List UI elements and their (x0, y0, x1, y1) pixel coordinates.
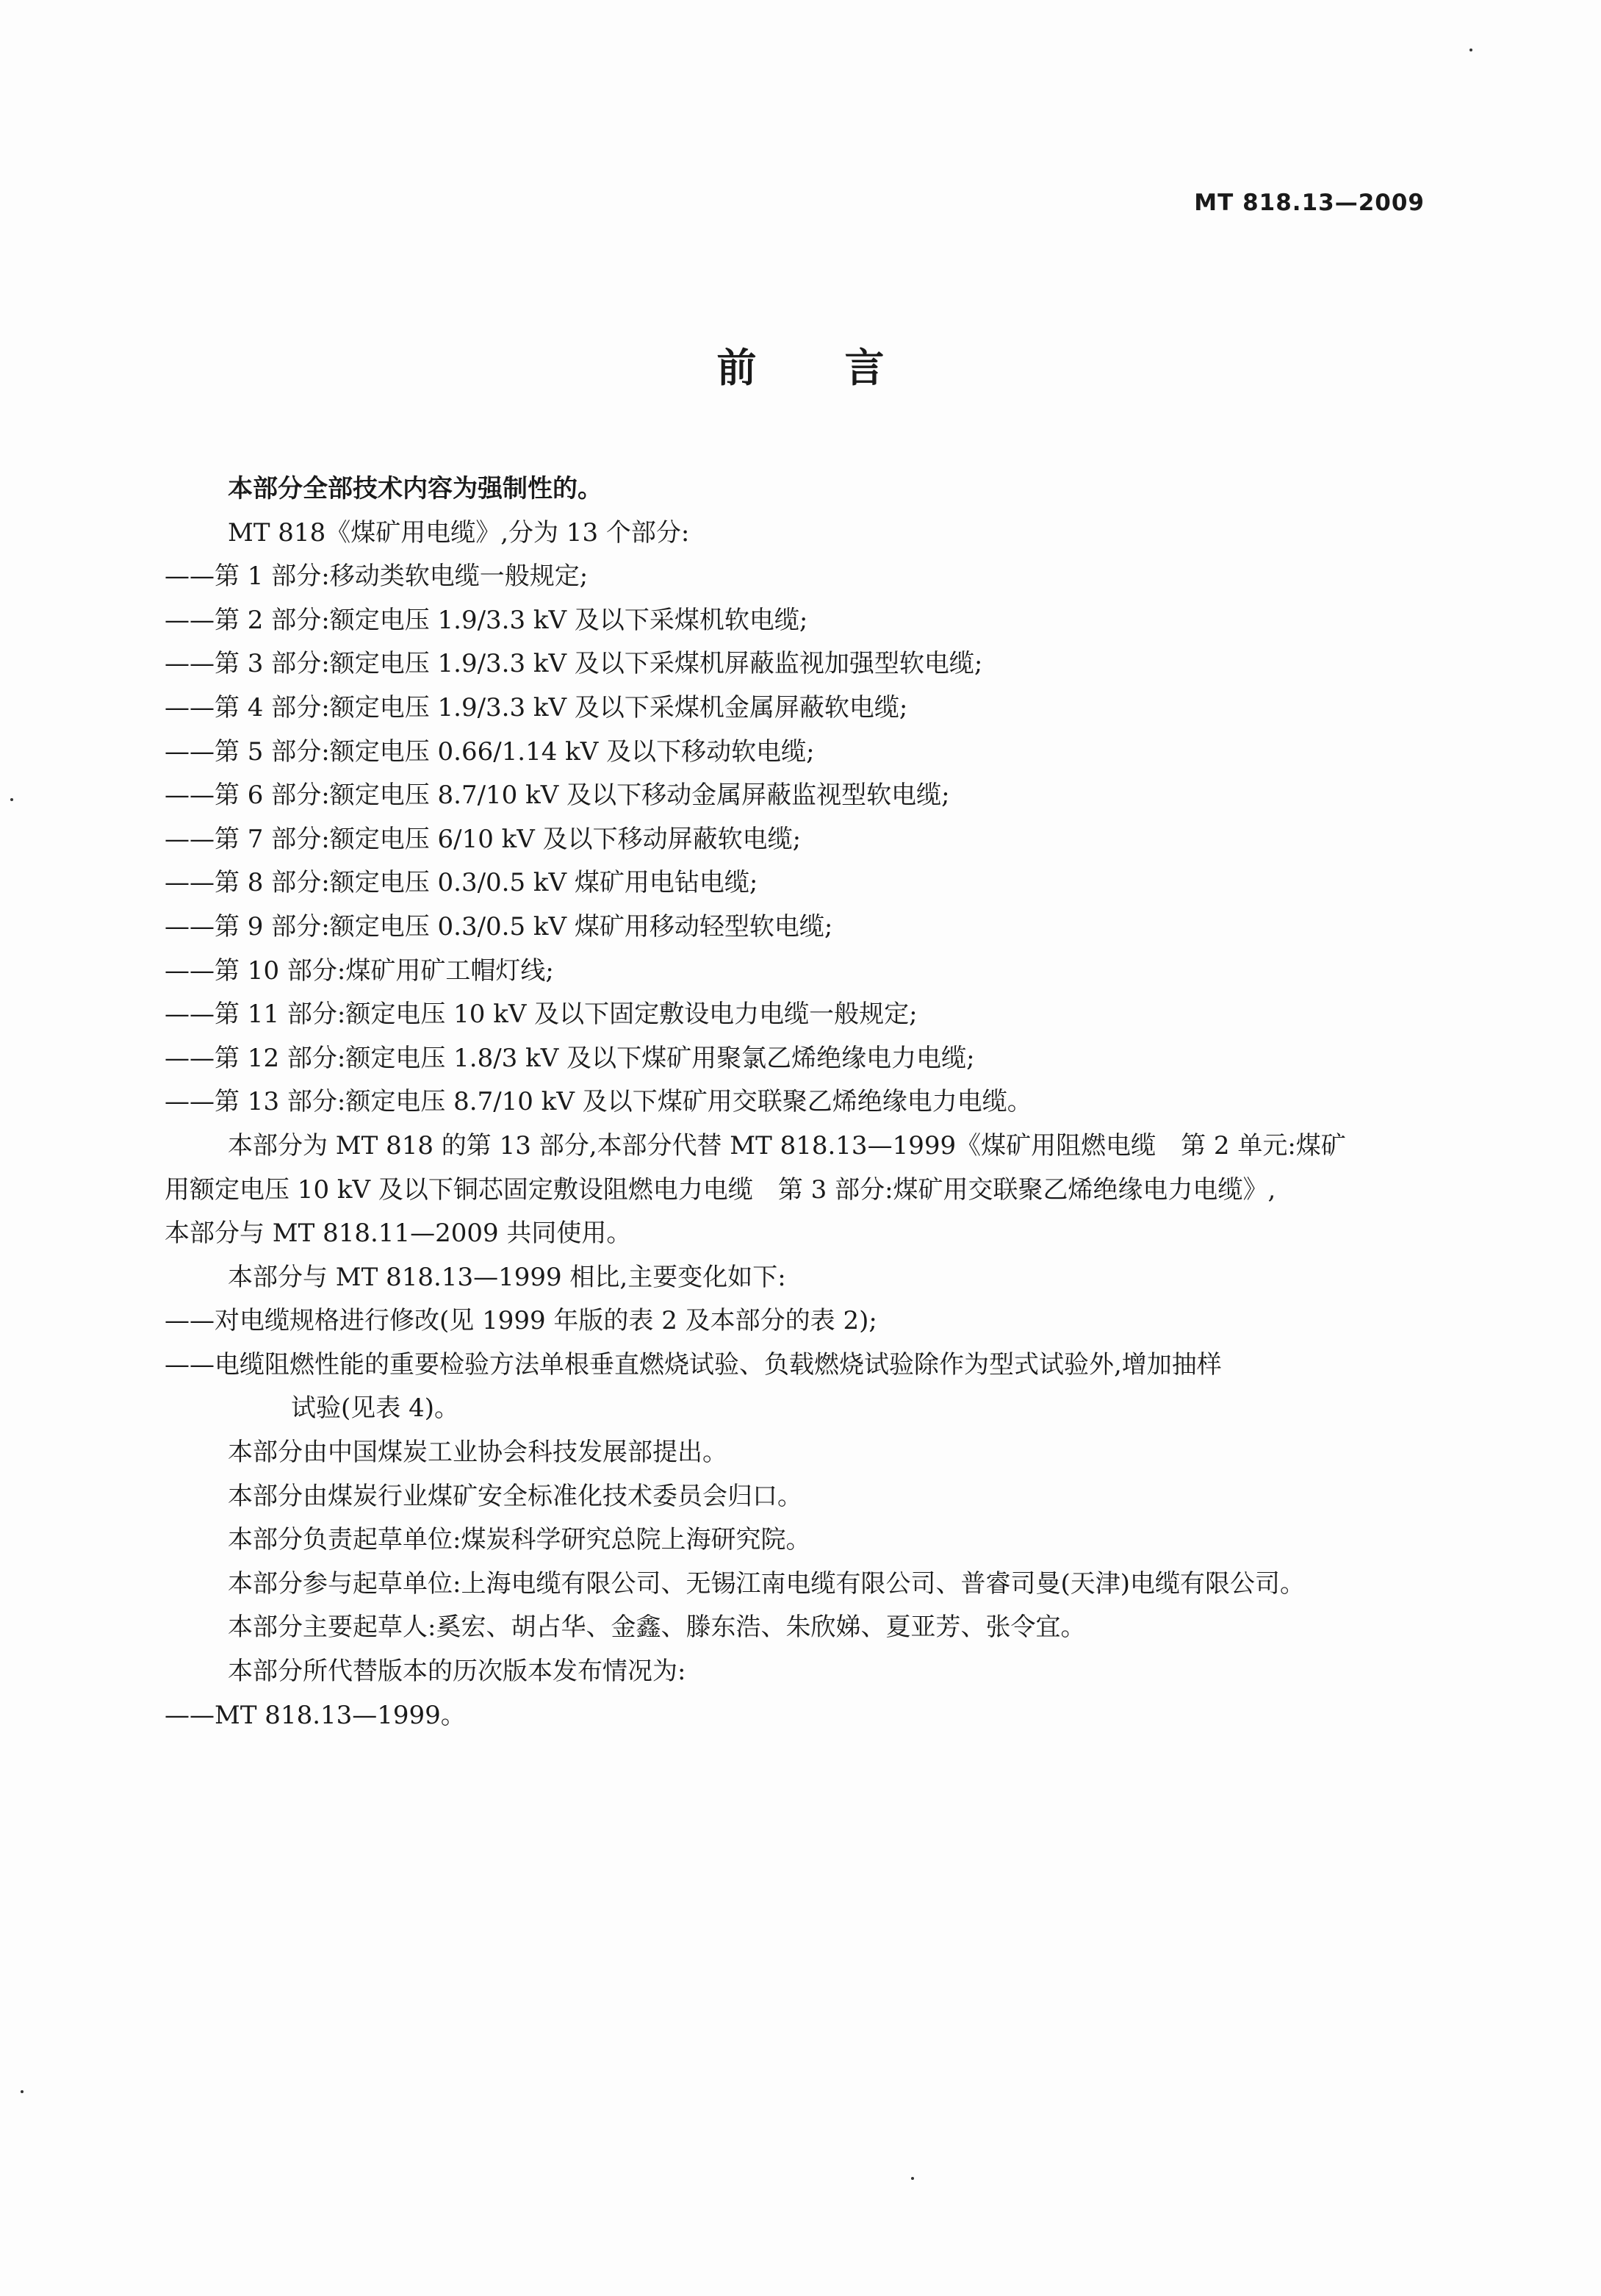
foreword-body (165, 467, 1447, 1737)
list-item-part-9: ——第 9 部分:额定电压 0.3/0.5 kV 煤矿用移动轻型软电缆; (165, 911, 833, 941)
list-item-part-3: ——第 3 部分:额定电压 1.9/3.3 kV 及以下采煤机屏蔽监视加强型软电缆; (165, 649, 983, 679)
scan-speck (10, 798, 13, 801)
paragraph-mandatory-statement: 本部分全部技术内容为强制性的。 (228, 474, 602, 503)
list-item-previous-edition: ——MT 818.13—1999。 (165, 1700, 466, 1730)
scan-speck (911, 2177, 914, 2180)
list-item-part-10: ——第 10 部分:煤矿用矿工帽灯线; (165, 955, 554, 986)
paragraph-replacement-line-1: 本部分为 MT 818 的第 13 部分,本部分代替 MT 818.13—1999《煤矿用阻燃电缆 第 2 单元:煤矿 (228, 1130, 1346, 1160)
paragraph-parts-intro: MT 818《煤矿用电缆》,分为 13 个部分: (228, 517, 690, 548)
paragraph-previous-editions: 本部分所代替版本的历次版本发布情况为: (228, 1657, 686, 1687)
paragraph-responsible-drafter: 本部分负责起草单位:煤炭科学研究总院上海研究院。 (228, 1525, 811, 1555)
list-item-part-4: ——第 4 部分:额定电压 1.9/3.3 kV 及以下采煤机金属屏蔽软电缆; (165, 692, 908, 722)
paragraph-replacement-line-2: 用额定电压 10 kV 及以下铜芯固定敷设阻燃电力电缆 第 3 部分:煤矿用交联聚乙烯绝缘电力电缆》, (165, 1174, 1276, 1205)
list-item-part-13: ——第 13 部分:额定电压 8.7/10 kV 及以下煤矿用交联聚乙烯绝缘电力电缆。 (165, 1087, 1032, 1117)
paragraph-changes-intro: 本部分与 MT 818.13—1999 相比,主要变化如下: (228, 1262, 786, 1292)
paragraph-replacement-line-3: 本部分与 MT 818.11—2009 共同使用。 (165, 1219, 632, 1249)
paragraph-administrator: 本部分由煤炭行业煤矿安全标准化技术委员会归口。 (228, 1481, 802, 1511)
scan-speck (21, 2090, 24, 2093)
list-item-part-6: ——第 6 部分:额定电压 8.7/10 kV 及以下移动金属屏蔽监视型软电缆; (165, 781, 950, 811)
list-item-part-5: ——第 5 部分:额定电压 0.66/1.14 kV 及以下移动软电缆; (165, 736, 815, 767)
list-item-change-2-cont: 试验(见表 4)。 (291, 1393, 459, 1424)
list-item-part-2: ——第 2 部分:额定电压 1.9/3.3 kV 及以下采煤机软电缆; (165, 605, 808, 635)
paragraph-main-drafters: 本部分主要起草人:奚宏、胡占华、金鑫、滕东浩、朱欣娣、夏亚芳、张令宜。 (228, 1612, 1086, 1643)
page-title: 前言 (716, 345, 973, 391)
list-item-part-11: ——第 11 部分:额定电压 10 kV 及以下固定敷设电力电缆一般规定; (165, 1000, 918, 1030)
list-item-part-8: ——第 8 部分:额定电压 0.3/0.5 kV 煤矿用电钻电缆; (165, 868, 758, 898)
list-item-part-1: ——第 1 部分:移动类软电缆一般规定; (165, 562, 589, 592)
list-item-change-1: ——对电缆规格进行修改(见 1999 年版的表 2 及本部分的表 2); (165, 1306, 877, 1336)
standard-number: MT 818.13—2009 (1194, 190, 1425, 216)
list-item-part-7: ——第 7 部分:额定电压 6/10 kV 及以下移动屏蔽软电缆; (165, 824, 802, 854)
scan-speck (1469, 49, 1472, 51)
list-item-change-2: ——电缆阻燃性能的重要检验方法单根垂直燃烧试验、负载燃烧试验除作为型式试验外,增加抽样 (165, 1349, 1222, 1380)
list-item-part-12: ——第 12 部分:额定电压 1.8/3 kV 及以下煤矿用聚氯乙烯绝缘电力电缆; (165, 1043, 975, 1073)
paragraph-participating-drafters: 本部分参与起草单位:上海电缆有限公司、无锡江南电缆有限公司、普睿司曼(天津)电缆有限公司。 (228, 1568, 1305, 1599)
paragraph-proposer: 本部分由中国煤炭工业协会科技发展部提出。 (228, 1438, 727, 1468)
